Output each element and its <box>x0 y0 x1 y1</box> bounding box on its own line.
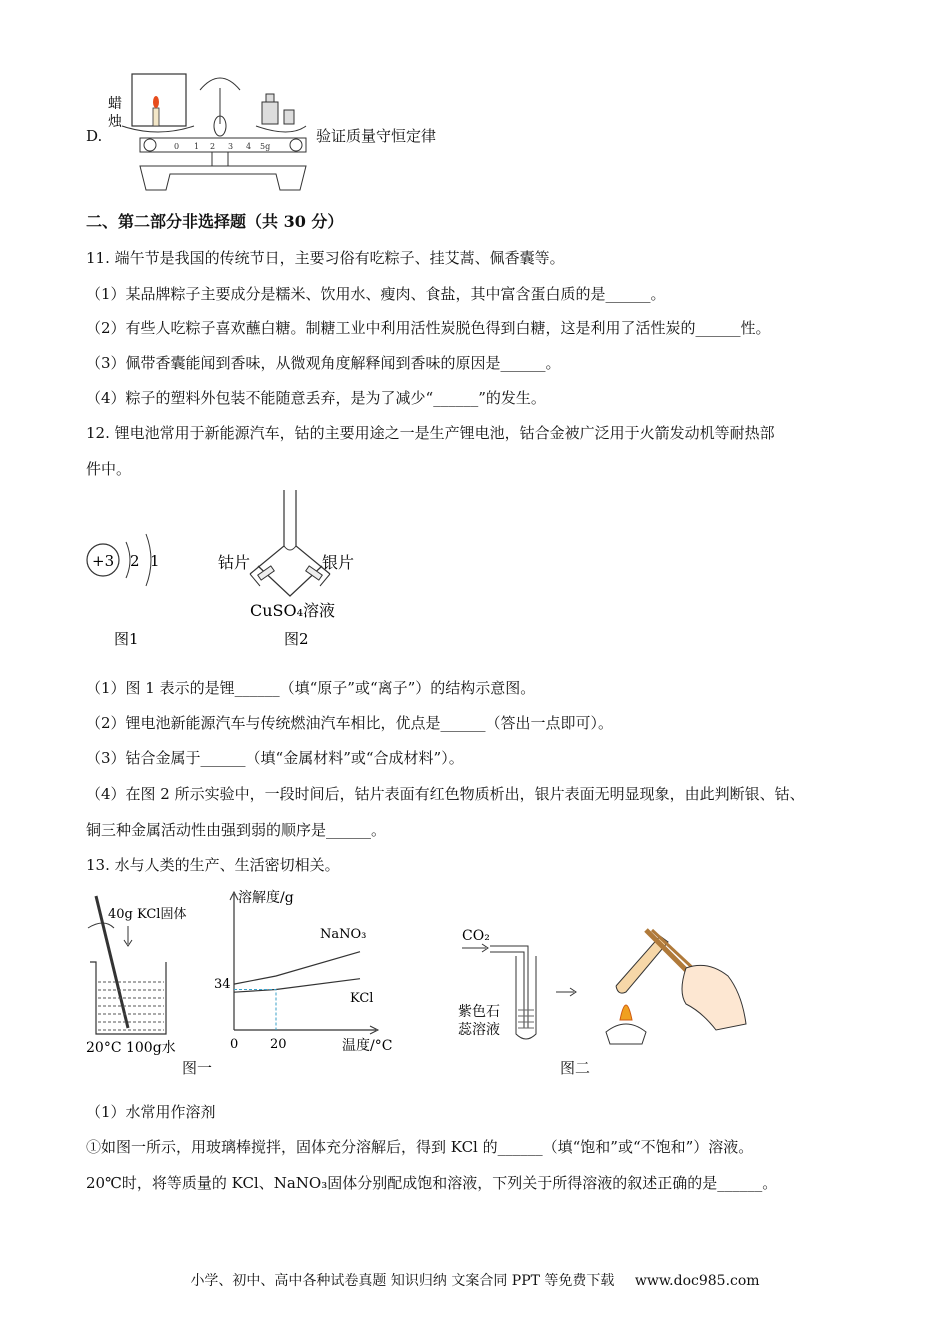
scale-tick: 5g <box>260 142 271 151</box>
candle-label-1: 蜡 <box>108 96 122 112</box>
q13-item-2: 20℃时，将等质量的 KCl、NaNO₃固体分别配成饱和溶液，下列关于所得溶液的叙述正确的是______。 <box>86 1174 778 1192</box>
q12-stem-line2: 件中。 <box>86 460 132 478</box>
q11-stem: 11. 端午节是我国的传统节日，主要习俗有吃粽子、挂艾蒿、佩香囊等。 <box>86 249 565 267</box>
y-tube-figure <box>210 488 370 658</box>
footer-text: 小学、初中、高中各种试卷真题 知识归纳 文案合同 PPT 等免费下载 <box>190 1273 615 1289</box>
q12-item-2: （2）锂电池新能源汽车与传统燃油汽车相比，优点是______（答出一点即可）。 <box>86 714 614 732</box>
nucleus-charge: +3 <box>92 552 115 570</box>
fig-one-caption: 图一 <box>182 1059 213 1077</box>
option-d-text: 验证质量守恒定律 <box>316 127 437 145</box>
y-tick-34: 34 <box>214 977 231 993</box>
kcl-beaker-figure <box>84 888 194 1080</box>
q13-item-1: ①如图一所示，用玻璃棒搅拌，固体充分溶解后，得到 KCl 的______（填“饱和”或“不饱和”）溶液。 <box>86 1138 754 1156</box>
scale-tick: 1 <box>194 142 200 151</box>
litmus-label-1: 紫色石 <box>458 1004 500 1020</box>
page-footer <box>0 1270 950 1290</box>
q11-item-2: （2）有些人吃粽子喜欢蘸白糖。制糖工业中利用活性炭脱色得到白糖，这是利用了活性炭的______性。 <box>86 319 771 337</box>
series-label-kcl: KCl <box>350 991 374 1006</box>
scale-tick: 0 <box>174 142 180 151</box>
fig2-solution-label: CuSO₄溶液 <box>250 601 336 620</box>
q11-item-1: （1）某品牌粽子主要成分是糯米、饮用水、瘦肉、食盐，其中富含蛋白质的是______。 <box>86 285 666 303</box>
x-tick-20: 20 <box>270 1037 287 1052</box>
shell-2-electrons: 1 <box>150 552 160 570</box>
option-d-label: D. <box>86 127 103 145</box>
q13-sub-title: （1）水常用作溶剂 <box>86 1103 216 1121</box>
shell-1-electrons: 2 <box>130 552 140 570</box>
co2-litmus-figure <box>446 920 756 1060</box>
section-title: 二、第二部分非选择题（共 30 分） <box>86 212 344 231</box>
kcl-20c-guide <box>234 990 276 1031</box>
footer-link[interactable]: www.doc985.com <box>634 1273 760 1289</box>
kcl-water-label: 20°C 100g水 <box>86 1040 176 1056</box>
scale-tick: 4 <box>246 142 252 151</box>
q12-item-4-cont: 铜三种金属活动性由强到弱的顺序是______。 <box>86 821 387 839</box>
q12-stem-line1: 12. 锂电池常用于新能源汽车，钴的主要用途之一是生产锂电池，钴合金被广泛用于火箭发动机等耐热部 <box>86 424 775 442</box>
series-label-nano3: NaNO₃ <box>320 927 367 942</box>
fig1-caption: 图1 <box>114 630 139 648</box>
x-axis-label: 温度/°C <box>342 1038 393 1054</box>
fig-two-caption: 图二 <box>560 1059 591 1077</box>
candle-label-2: 烛 <box>108 114 122 130</box>
kcl-solid-label: 40g KCl固体 <box>108 907 187 922</box>
balance-figure <box>100 66 310 192</box>
series-line-nano3 <box>234 952 360 984</box>
q13-stem: 13. 水与人类的生产、生活密切相关。 <box>86 856 340 874</box>
solubility-chart <box>200 884 410 1054</box>
fig2-caption: 图2 <box>284 630 309 648</box>
fig2-right-label: 银片 <box>322 553 355 572</box>
x-tick-0: 0 <box>230 1037 239 1052</box>
fig2-left-label: 钴片 <box>218 553 251 572</box>
q12-item-3: （3）钴合金属于______（填“金属材料”或“合成材料”）。 <box>86 749 464 767</box>
scale-tick: 2 <box>210 142 216 151</box>
q11-item-3: （3）佩带香囊能闻到香味，从微观角度解释闻到香味的原因是______。 <box>86 354 561 372</box>
q11-item-4: （4）粽子的塑料外包装不能随意丢弃，是为了减少“______”的发生。 <box>86 389 546 407</box>
y-axis-label: 溶解度/g <box>238 890 294 906</box>
litmus-label-2: 蕊溶液 <box>458 1022 500 1038</box>
scale-tick: 3 <box>228 142 234 151</box>
atom-structure-figure <box>84 520 184 660</box>
co2-label: CO₂ <box>462 928 490 944</box>
q12-item-4: （4）在图 2 所示实验中，一段时间后，钴片表面有红色物质析出，银片表面无明显现象，由此判断银、钴、 <box>86 785 805 803</box>
q12-item-1: （1）图 1 表示的是锂______（填“原子”或“离子”）的结构示意图。 <box>86 679 536 697</box>
